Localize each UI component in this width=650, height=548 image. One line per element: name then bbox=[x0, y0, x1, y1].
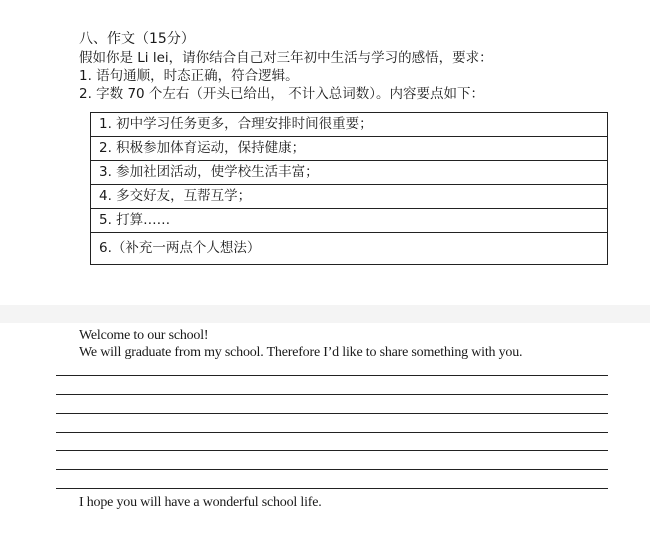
requirement-1: 1. 语句通顺，时态正确，符合逻辑。 bbox=[79, 68, 299, 84]
table-row bbox=[91, 185, 608, 209]
writing-line[interactable] bbox=[56, 450, 608, 451]
point-4: 4. 多交好友，互帮互学； bbox=[91, 185, 608, 209]
writing-line[interactable] bbox=[56, 394, 608, 395]
point-1: 1. 初中学习任务更多，合理安排时间很重要； bbox=[91, 113, 608, 137]
writing-line[interactable] bbox=[56, 488, 608, 489]
point-3: 3. 参加社团活动，使学校生活丰富； bbox=[91, 161, 608, 185]
divider-band bbox=[0, 305, 650, 323]
writing-line[interactable] bbox=[56, 375, 608, 376]
question-heading: 八、作文（15分） bbox=[79, 31, 195, 47]
essay-closing-line: I hope you will have a wonderful school life. bbox=[79, 495, 322, 510]
writing-line[interactable] bbox=[56, 413, 608, 414]
essay-opening-line-2: We will graduate from my school. Therefore I’d like to share something with you. bbox=[79, 345, 523, 360]
content-points-table bbox=[90, 112, 608, 265]
essay-opening-line-1: Welcome to our school! bbox=[79, 328, 209, 343]
table-row bbox=[91, 233, 608, 265]
table-row bbox=[91, 113, 608, 137]
point-2: 2. 积极参加体育运动，保持健康； bbox=[91, 137, 608, 161]
point-5: 5. 打算…… bbox=[91, 209, 608, 233]
table-row bbox=[91, 161, 608, 185]
table-row bbox=[91, 209, 608, 233]
question-intro: 假如你是 Li lei，请你结合自己对三年初中生活与学习的感悟，要求： bbox=[79, 50, 493, 66]
writing-line[interactable] bbox=[56, 469, 608, 470]
writing-line[interactable] bbox=[56, 432, 608, 433]
requirement-2: 2. 字数 70 个左右（开头已给出， 不计入总词数）。内容要点如下： bbox=[79, 86, 484, 102]
point-6: 6.（补充一两点个人想法） bbox=[91, 233, 608, 265]
table-row bbox=[91, 137, 608, 161]
